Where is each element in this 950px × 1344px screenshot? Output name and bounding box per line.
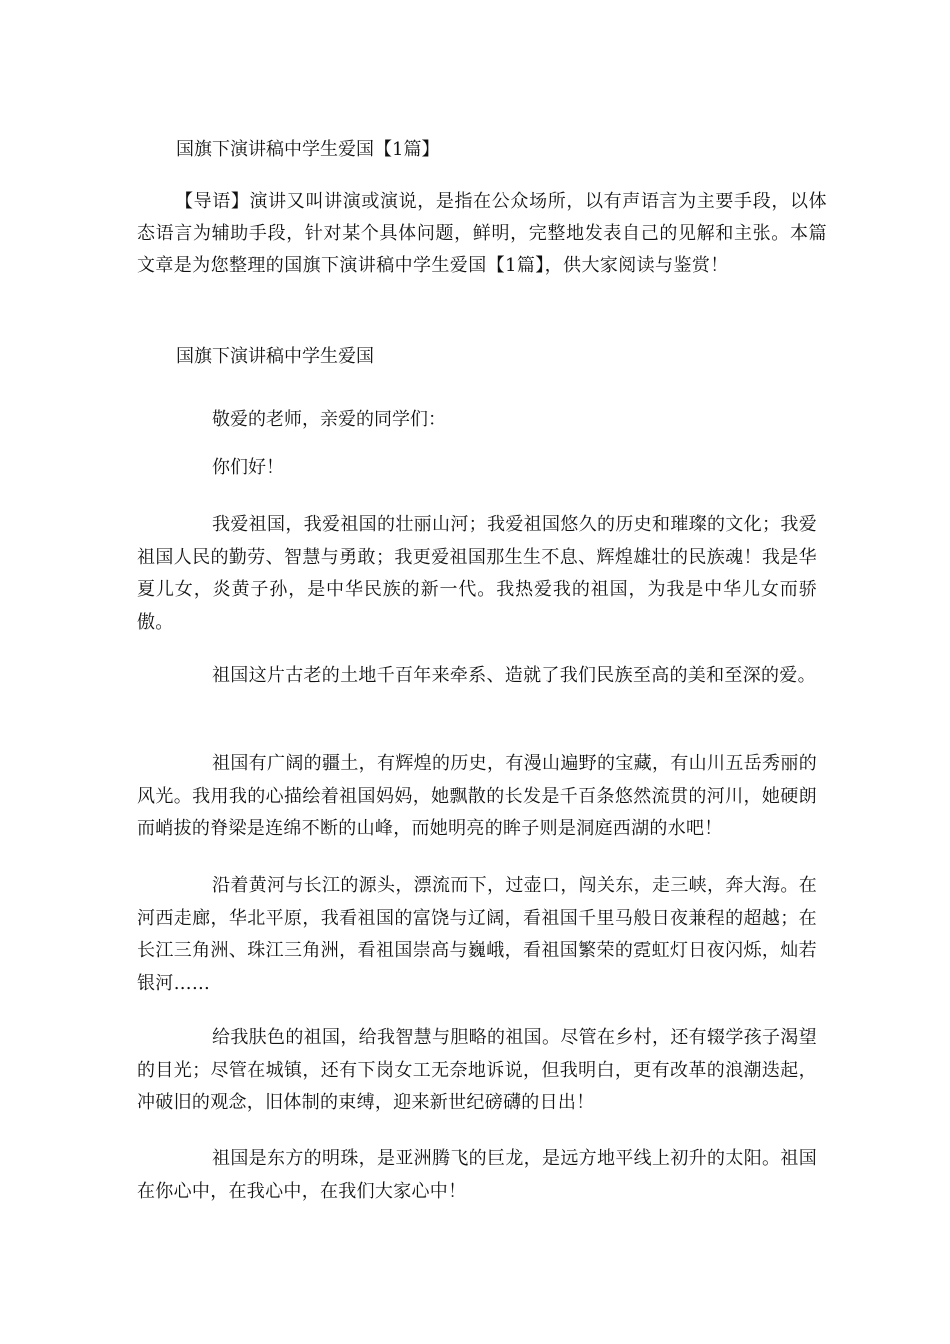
body-paragraph: 祖国是东方的明珠，是亚洲腾飞的巨龙，是远方地平线上初升的太阳。祖国在你心中，在我心中，在我们大家心中！	[137, 1148, 817, 1202]
salutation: 敬爱的老师，亲爱的同学们：	[212, 409, 446, 430]
body-paragraph: 祖国这片古老的土地千百年来牵系、造就了我们民族至高的美和至深的爱。	[212, 665, 816, 686]
section-title: 国旗下演讲稿中学生爱国	[176, 346, 374, 367]
body-paragraph: 沿着黄河与长江的源头，漂流而下，过壶口，闯关东，走三峡，奔大海。在河西走廊，华北平原，我看祖国的富饶与辽阔，看祖国千里马般日夜兼程的超越；在长江三角洲、珠江三角洲，看祖国崇高与巍峨，看祖国繁荣的霓虹灯日夜闪烁，灿若银河……	[137, 875, 817, 994]
body-paragraph: 我爱祖国，我爱祖国的壮丽山河；我爱祖国悠久的历史和璀璨的文化；我爱祖国人民的勤劳、智慧与勇敢；我更爱祖国那生生不息、辉煌雄壮的民族魂！我是华夏儿女，炎黄子孙，是中华民族的新一代。我热爱我的祖国，为我是中华儿女而骄傲。	[137, 514, 817, 633]
greeting-line: 你们好！	[212, 457, 284, 478]
intro-paragraph: 【导语】演讲又叫讲演或演说，是指在公众场所，以有声语言为主要手段，以体态语言为辅助手段，针对某个具体问题，鲜明，完整地发表自己的见解和主张。本篇文章是为您整理的国旗下演讲稿中学生爱国【1篇】，供大家阅读与鉴赏！	[137, 191, 827, 276]
document-title: 国旗下演讲稿中学生爱国【1篇】	[176, 139, 440, 160]
body-paragraph: 祖国有广阔的疆土，有辉煌的历史，有漫山遍野的宝藏，有山川五岳秀丽的风光。我用我的心描绘着祖国妈妈，她飘散的长发是千百条悠然流贯的河川，她硬朗而峭拔的脊梁是连绵不断的山峰，而她明亮的眸子则是洞庭西湖的水吧！	[137, 753, 817, 839]
body-paragraph: 给我肤色的祖国，给我智慧与胆略的祖国。尽管在乡村，还有辍学孩子渴望的目光；尽管在城镇，还有下岗女工无奈地诉说，但我明白，更有改革的浪潮迭起，冲破旧的观念，旧体制的束缚，迎来新世纪磅礴的日出！	[137, 1027, 817, 1113]
